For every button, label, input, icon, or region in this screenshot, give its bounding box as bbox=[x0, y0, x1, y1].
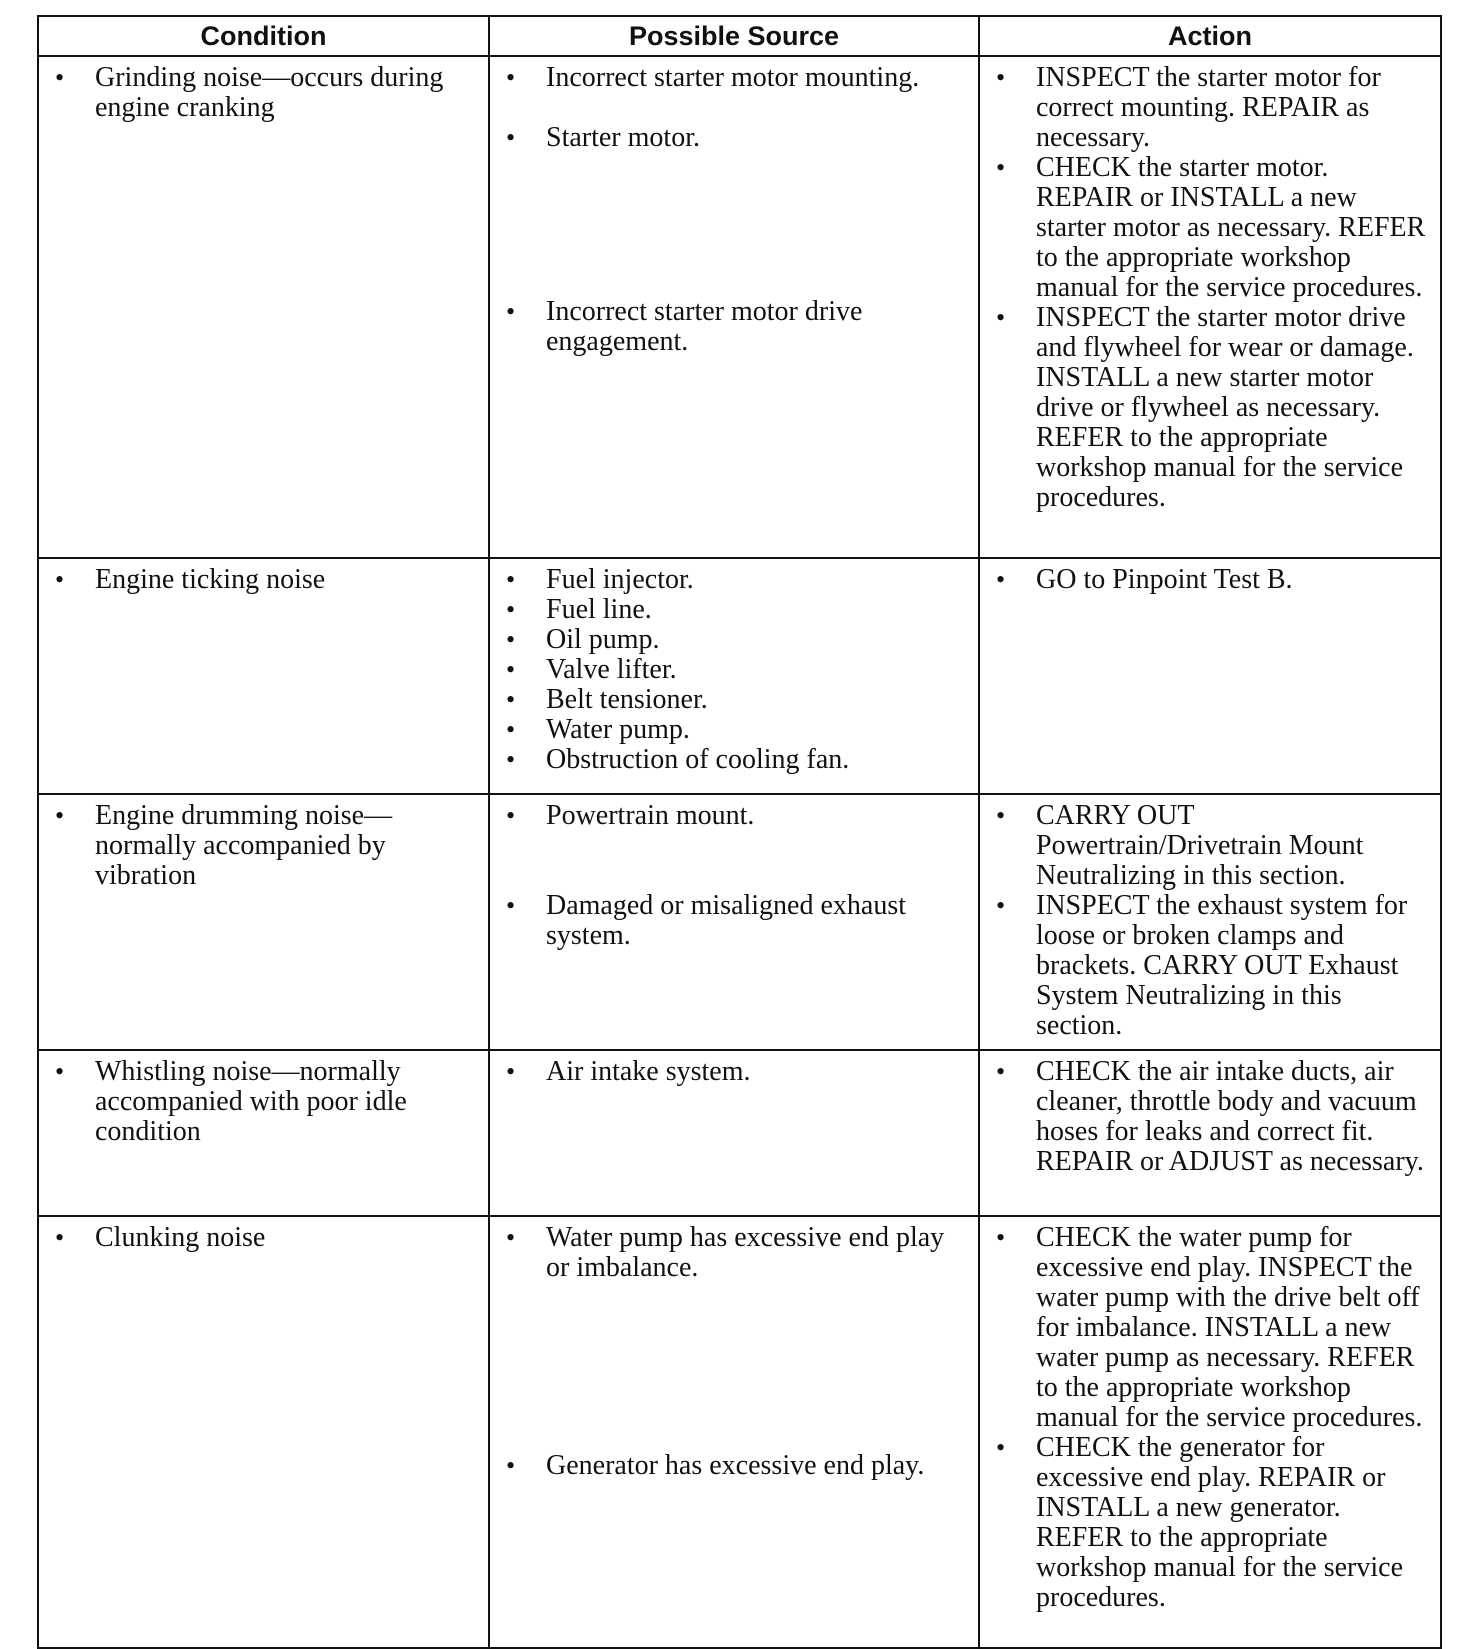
table-row bbox=[38, 1050, 1441, 1216]
source-item: • Incorrect starter motor drive engagement. bbox=[500, 297, 968, 357]
condition-item: • Engine drumming noise—normally accompanied by vibration bbox=[49, 801, 478, 891]
condition-item: • Engine ticking noise bbox=[49, 565, 478, 595]
action-item: • GO to Pinpoint Test B. bbox=[990, 565, 1430, 595]
source-item: • Valve lifter. bbox=[500, 655, 968, 685]
action-item: • CHECK the water pump for excessive end play. INSPECT the water pump with the drive belt off for imbalance. INSTALL a new water pump as necessary. REFER to the appropriate workshop manual for the service procedures. bbox=[990, 1223, 1430, 1433]
source-cell bbox=[489, 1216, 979, 1648]
source-item: • Water pump. bbox=[500, 715, 968, 745]
action-cell bbox=[979, 558, 1441, 794]
source-cell bbox=[489, 1050, 979, 1216]
action-item: • INSPECT the exhaust system for loose or broken clamps and brackets. CARRY OUT Exhaust System Neutralizing in this section. bbox=[990, 891, 1430, 1041]
condition-item: • Clunking noise bbox=[49, 1223, 478, 1253]
source-cell bbox=[489, 794, 979, 1050]
header-action: Action bbox=[979, 16, 1441, 56]
diagnosis-table bbox=[37, 15, 1442, 1649]
source-cell bbox=[489, 56, 979, 558]
header-condition: Condition bbox=[38, 16, 489, 56]
condition-cell bbox=[38, 1050, 489, 1216]
action-item: • INSPECT the starter motor drive and flywheel for wear or damage. INSTALL a new starter motor drive or flywheel as necessary. REFER to the appropriate workshop manual for the service procedures. bbox=[990, 303, 1430, 513]
table-row bbox=[38, 1216, 1441, 1648]
header-row bbox=[38, 16, 1441, 56]
table-row bbox=[38, 56, 1441, 558]
action-item: • INSPECT the starter motor for correct mounting. REPAIR as necessary. bbox=[990, 63, 1430, 153]
source-item: • Starter motor. bbox=[500, 123, 968, 153]
source-item: • Fuel injector. bbox=[500, 565, 968, 595]
table-row bbox=[38, 794, 1441, 1050]
condition-cell bbox=[38, 794, 489, 1050]
source-item: • Water pump has excessive end play or imbalance. bbox=[500, 1223, 968, 1283]
action-cell bbox=[979, 1216, 1441, 1648]
source-item: • Air intake system. bbox=[500, 1057, 968, 1087]
source-item: • Obstruction of cooling fan. bbox=[500, 745, 968, 775]
source-item: • Incorrect starter motor mounting. bbox=[500, 63, 968, 93]
action-cell bbox=[979, 56, 1441, 558]
action-item: • CHECK the generator for excessive end play. REPAIR or INSTALL a new generator. REFER to the appropriate workshop manual for the service procedures. bbox=[990, 1433, 1430, 1613]
header-possible-source: Possible Source bbox=[489, 16, 979, 56]
condition-item: • Whistling noise—normally accompanied with poor idle condition bbox=[49, 1057, 478, 1147]
source-item: • Fuel line. bbox=[500, 595, 968, 625]
source-item: • Powertrain mount. bbox=[500, 801, 968, 831]
condition-cell bbox=[38, 56, 489, 558]
table-row bbox=[38, 558, 1441, 794]
source-item: • Oil pump. bbox=[500, 625, 968, 655]
action-cell bbox=[979, 794, 1441, 1050]
source-cell bbox=[489, 558, 979, 794]
source-item: • Belt tensioner. bbox=[500, 685, 968, 715]
action-item: • CHECK the starter motor. REPAIR or INSTALL a new starter motor as necessary. REFER to the appropriate workshop manual for the service procedures. bbox=[990, 153, 1430, 303]
action-item: • CARRY OUT Powertrain/Drivetrain Mount Neutralizing in this section. bbox=[990, 801, 1430, 891]
action-cell bbox=[979, 1050, 1441, 1216]
source-item: • Generator has excessive end play. bbox=[500, 1451, 968, 1481]
condition-item: • Grinding noise—occurs during engine cranking bbox=[49, 63, 478, 123]
action-item: • CHECK the air intake ducts, air cleaner, throttle body and vacuum hoses for leaks and correct fit. REPAIR or ADJUST as necessary. bbox=[990, 1057, 1430, 1177]
source-item: • Damaged or misaligned exhaust system. bbox=[500, 891, 968, 951]
condition-cell bbox=[38, 1216, 489, 1648]
condition-cell bbox=[38, 558, 489, 794]
